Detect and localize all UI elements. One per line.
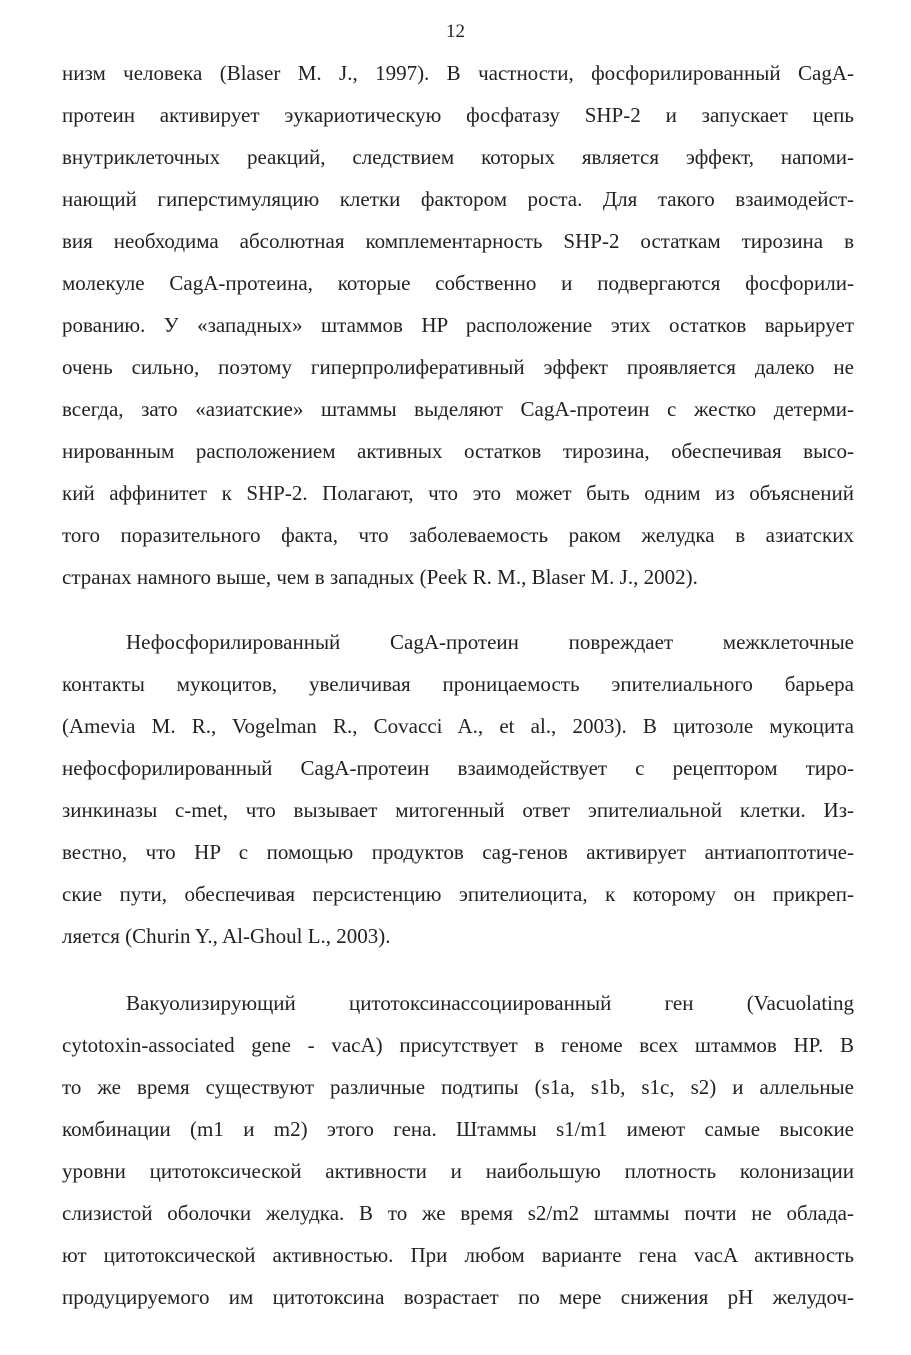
text-line: cytotoxin-associated gene - vacA) присутствует в геноме всех штаммов HP. В [62,1033,854,1057]
paragraph-caga-phosphorylation [62,52,854,598]
text-line: низм человека (Blaser M. J., 1997). В частности, фосфорилированный CagA- [62,61,854,85]
text-line: то же время существуют различные подтипы (s1a, s1b, s1c, s2) и аллельные [62,1075,854,1099]
text-line: молекуле CagA-протеина, которые собственно и подвергаются фосфорили- [62,271,854,295]
text-line: нающий гиперстимуляцию клетки фактором роста. Для такого взаимодейст- [62,187,854,211]
text-line: очень сильно, поэтому гиперпролиферативный эффект проявляется далеко не [62,355,854,379]
text-line: внутриклеточных реакций, следствием которых является эффект, напоми- [62,145,854,169]
text-line: Нефосфорилированный CagA-протеин повреждает межклеточные [126,630,854,654]
text-line: вестно, что HP с помощью продуктов cag-генов активирует антиапоптотиче- [62,840,854,864]
page-number: 12 [446,21,465,42]
text-line: слизистой оболочки желудка. В то же время s2/m2 штаммы почти не облада- [62,1201,854,1225]
text-line: уровни цитотоксической активности и наибольшую плотность колонизации [62,1159,854,1183]
text-line: вия необходима абсолютная комплементарность SHP-2 остаткам тирозина в [62,229,854,253]
text-line: нированным расположением активных остатков тирозина, обеспечивая высо- [62,439,854,463]
text-line: кий аффинитет к SHP-2. Полагают, что это может быть одним из объяснений [62,481,854,505]
text-line: контакты мукоцитов, увеличивая проницаемость эпителиального барьера [62,672,854,696]
text-line: (Amevia M. R., Vogelman R., Covacci A., et al., 2003). В цитозоле мукоцита [62,714,854,738]
text-line: зинкиназы c-met, что вызывает митогенный ответ эпителиальной клетки. Из- [62,798,854,822]
paragraph-vaca-gene [62,982,854,1318]
text-line: того поразительного факта, что заболеваемость раком желудка в азиатских [62,523,854,547]
text-line: протеин активирует эукариотическую фосфатазу SHP-2 и запускает цепь [62,103,854,127]
text-line: ские пути, обеспечивая персистенцию эпителиоцита, к которому он прикреп- [62,882,854,906]
text-line: ют цитотоксической активностью. При любом варианте гена vacA активность [62,1243,854,1267]
text-line: Вакуолизирующий цитотоксинассоциированный ген (Vacuolating [126,991,854,1015]
paragraph-unphosphorylated-caga [62,621,854,957]
text-line: комбинации (m1 и m2) этого гена. Штаммы s1/m1 имеют самые высокие [62,1117,854,1141]
text-line: нефосфорилированный CagA-протеин взаимодействует с рецептором тиро- [62,756,854,780]
text-line: рованию. У «западных» штаммов HP расположение этих остатков варьирует [62,313,854,337]
text-line: странах намного выше, чем в западных (Peek R. M., Blaser M. J., 2002). [62,565,698,589]
text-line: ляется (Churin Y., Al-Ghoul L., 2003). [62,924,391,948]
text-line: всегда, зато «азиатские» штаммы выделяют CagA-протеин с жестко детерми- [62,397,854,421]
text-line: продуцируемого им цитотоксина возрастает по мере снижения pH желудоч- [62,1285,854,1309]
